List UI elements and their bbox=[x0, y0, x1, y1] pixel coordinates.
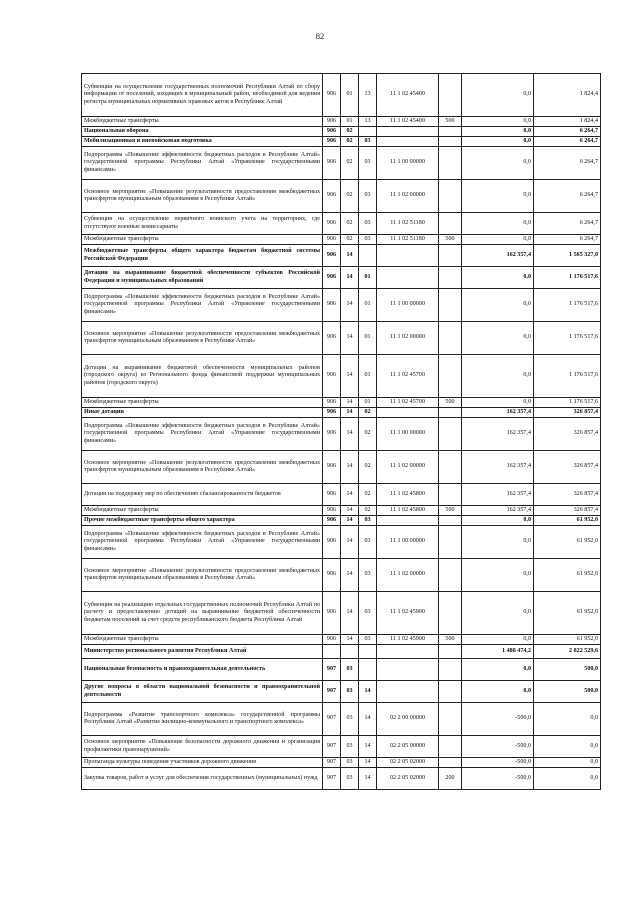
table-row bbox=[82, 180, 601, 213]
section-code: 03 bbox=[341, 736, 359, 758]
amount-total: 500,0 bbox=[534, 681, 601, 703]
ministry-code bbox=[323, 645, 341, 659]
ministry-code: 906 bbox=[323, 355, 341, 398]
ministry-code: 907 bbox=[323, 736, 341, 758]
subsection-code: 03 bbox=[359, 559, 377, 592]
target-article-code: 11 1 02 51180 bbox=[377, 213, 439, 235]
subsection-code: 02 bbox=[359, 408, 377, 418]
expense-type-code bbox=[439, 758, 462, 768]
subsection-code: 03 bbox=[359, 180, 377, 213]
row-name: Подпрограмма «Повышение эффективности бюджетных расходов в Республике Алтай» государственной программы Республики Алтай «Управление государственными финансами» bbox=[82, 147, 323, 180]
section-code: 02 bbox=[341, 180, 359, 213]
expense-type-code: 500 bbox=[439, 506, 462, 516]
expense-type-code bbox=[439, 289, 462, 322]
target-article-code: 11 1 02 45400 bbox=[377, 117, 439, 127]
row-name: Другие вопросы в области национальной безопасности и правоохранительной деятельности bbox=[82, 681, 323, 703]
amount-total: 61 952,0 bbox=[534, 526, 601, 559]
subsection-code: 03 bbox=[359, 235, 377, 245]
table-row bbox=[82, 322, 601, 355]
amount-change: 0,0 bbox=[462, 137, 534, 147]
ministry-code: 906 bbox=[323, 516, 341, 526]
ministry-code: 907 bbox=[323, 758, 341, 768]
ministry-code: 906 bbox=[323, 147, 341, 180]
target-article-code: 11 1 00 00000 bbox=[377, 418, 439, 451]
amount-change: 162 357,4 bbox=[462, 484, 534, 506]
row-name: Прочие межбюджетные трансферты общего характера bbox=[82, 516, 323, 526]
subsection-code: 03 bbox=[359, 526, 377, 559]
expense-type-code: 500 bbox=[439, 635, 462, 645]
table-row bbox=[82, 289, 601, 322]
subsection-code: 01 bbox=[359, 355, 377, 398]
amount-change: 0,0 bbox=[462, 681, 534, 703]
amount-change: 0,0 bbox=[462, 127, 534, 137]
subsection-code bbox=[359, 645, 377, 659]
ministry-code: 906 bbox=[323, 408, 341, 418]
ministry-code: 906 bbox=[323, 137, 341, 147]
target-article-code bbox=[377, 245, 439, 267]
amount-total: 1 176 517,6 bbox=[534, 289, 601, 322]
expense-type-code bbox=[439, 180, 462, 213]
table-row bbox=[82, 516, 601, 526]
amount-change: 162 357,4 bbox=[462, 408, 534, 418]
ministry-code: 906 bbox=[323, 180, 341, 213]
amount-total: 6 264,7 bbox=[534, 147, 601, 180]
subsection-code: 02 bbox=[359, 418, 377, 451]
amount-total: 326 857,4 bbox=[534, 506, 601, 516]
amount-change: -500,0 bbox=[462, 703, 534, 736]
amount-change: 0,0 bbox=[462, 559, 534, 592]
amount-total: 326 857,4 bbox=[534, 418, 601, 451]
table-row bbox=[82, 408, 601, 418]
target-article-code bbox=[377, 516, 439, 526]
subsection-code: 14 bbox=[359, 768, 377, 790]
section-code: 02 bbox=[341, 127, 359, 137]
target-article-code: 11 1 02 00000 bbox=[377, 451, 439, 484]
amount-total: 6 264,7 bbox=[534, 127, 601, 137]
row-name: Межбюджетные трансферты bbox=[82, 235, 323, 245]
table-row bbox=[82, 147, 601, 180]
ministry-code: 906 bbox=[323, 117, 341, 127]
ministry-code: 906 bbox=[323, 506, 341, 516]
amount-change: 162 357,4 bbox=[462, 451, 534, 484]
target-article-code: 11 1 00 00000 bbox=[377, 526, 439, 559]
subsection-code: 03 bbox=[359, 147, 377, 180]
ministry-code: 906 bbox=[323, 559, 341, 592]
amount-total: 1 176 517,6 bbox=[534, 322, 601, 355]
amount-total: 1 176 517,6 bbox=[534, 398, 601, 408]
target-article-code: 11 1 02 00000 bbox=[377, 559, 439, 592]
expense-type-code bbox=[439, 245, 462, 267]
target-article-code bbox=[377, 137, 439, 147]
target-article-code bbox=[377, 659, 439, 681]
amount-total: 6 264,7 bbox=[534, 213, 601, 235]
subsection-code: 14 bbox=[359, 681, 377, 703]
target-article-code: 02 2 05 02000 bbox=[377, 758, 439, 768]
expense-type-code bbox=[439, 681, 462, 703]
amount-total: 0,0 bbox=[534, 758, 601, 768]
target-article-code bbox=[377, 681, 439, 703]
amount-total: 61 952,0 bbox=[534, 635, 601, 645]
amount-change: 0,0 bbox=[462, 355, 534, 398]
amount-total: 2 822 529,6 bbox=[534, 645, 601, 659]
target-article-code: 11 1 02 45700 bbox=[377, 355, 439, 398]
table-row bbox=[82, 681, 601, 703]
row-name: Подпрограмма «Развитие транспортного комплекса» государственной программы Республики Алтай «Развитие жилищно-коммунального и транспортного комплекса» bbox=[82, 703, 323, 736]
expense-type-code bbox=[439, 592, 462, 635]
table-row bbox=[82, 645, 601, 659]
amount-change: 1 488 474,2 bbox=[462, 645, 534, 659]
ministry-code: 906 bbox=[323, 245, 341, 267]
section-code: 14 bbox=[341, 245, 359, 267]
row-name: Субвенции на реализацию отдельных государственных полномочий Республики Алтай по расчету и предоставлению дотаций на выравнивание бюджетной обеспеченности бюджетам поселений за счет средств республиканского бюджета Республики Алтай bbox=[82, 592, 323, 635]
target-article-code: 11 1 02 51180 bbox=[377, 235, 439, 245]
target-article-code: 11 1 02 45700 bbox=[377, 398, 439, 408]
table-row bbox=[82, 117, 601, 127]
amount-total: 6 264,7 bbox=[534, 235, 601, 245]
amount-change: 0,0 bbox=[462, 592, 534, 635]
amount-change: 0,0 bbox=[462, 235, 534, 245]
section-code: 02 bbox=[341, 147, 359, 180]
ministry-code: 906 bbox=[323, 418, 341, 451]
table-row bbox=[82, 355, 601, 398]
expense-type-code bbox=[439, 355, 462, 398]
section-code: 14 bbox=[341, 355, 359, 398]
section-code: 03 bbox=[341, 703, 359, 736]
subsection-code: 03 bbox=[359, 137, 377, 147]
subsection-code: 01 bbox=[359, 289, 377, 322]
amount-change: -500,0 bbox=[462, 758, 534, 768]
table-row bbox=[82, 213, 601, 235]
section-code: 14 bbox=[341, 516, 359, 526]
ministry-code: 906 bbox=[323, 213, 341, 235]
amount-total: 326 857,4 bbox=[534, 451, 601, 484]
target-article-code bbox=[377, 645, 439, 659]
row-name: Межбюджетные трансферты bbox=[82, 506, 323, 516]
table-row bbox=[82, 758, 601, 768]
subsection-code: 01 bbox=[359, 398, 377, 408]
budget-table bbox=[81, 73, 601, 790]
amount-change: 162 357,4 bbox=[462, 506, 534, 516]
table-row bbox=[82, 506, 601, 516]
amount-change: 0,0 bbox=[462, 74, 534, 117]
expense-type-code: 200 bbox=[439, 768, 462, 790]
table-row bbox=[82, 137, 601, 147]
table-row bbox=[82, 526, 601, 559]
row-name: Закупка товаров, работ и услуг для обеспечения государственных (муниципальных) нужд bbox=[82, 768, 323, 790]
subsection-code: 13 bbox=[359, 117, 377, 127]
table-row bbox=[82, 74, 601, 117]
subsection-code bbox=[359, 659, 377, 681]
section-code: 14 bbox=[341, 398, 359, 408]
row-name: Подпрограмма «Повышение эффективности бюджетных расходов в Республике Алтай» государственной программы Республики Алтай «Управление государственными финансами» bbox=[82, 418, 323, 451]
amount-change: 0,0 bbox=[462, 267, 534, 289]
expense-type-code bbox=[439, 516, 462, 526]
subsection-code: 14 bbox=[359, 703, 377, 736]
section-code: 14 bbox=[341, 322, 359, 355]
ministry-code: 907 bbox=[323, 659, 341, 681]
expense-type-code: 500 bbox=[439, 398, 462, 408]
section-code: 14 bbox=[341, 484, 359, 506]
amount-change: 0,0 bbox=[462, 398, 534, 408]
target-article-code: 11 1 00 00000 bbox=[377, 289, 439, 322]
row-name: Основное мероприятие «Повышение безопасности дорожного движения и организация профилактики правонарушений» bbox=[82, 736, 323, 758]
section-code bbox=[341, 645, 359, 659]
subsection-code: 01 bbox=[359, 267, 377, 289]
row-name: Дотации на поддержку мер по обеспечению сбалансированности бюджетов bbox=[82, 484, 323, 506]
amount-change: 0,0 bbox=[462, 635, 534, 645]
subsection-code: 01 bbox=[359, 322, 377, 355]
subsection-code: 02 bbox=[359, 451, 377, 484]
section-code: 14 bbox=[341, 506, 359, 516]
expense-type-code: 500 bbox=[439, 235, 462, 245]
subsection-code: 03 bbox=[359, 213, 377, 235]
expense-type-code bbox=[439, 645, 462, 659]
ministry-code: 906 bbox=[323, 235, 341, 245]
row-name: Основное мероприятие «Повышение результативности предоставления межбюджетных трансфертов муниципальным образованиям в Республике Алтай» bbox=[82, 180, 323, 213]
target-article-code: 11 1 02 45400 bbox=[377, 74, 439, 117]
ministry-code: 906 bbox=[323, 451, 341, 484]
amount-change: 0,0 bbox=[462, 516, 534, 526]
target-article-code bbox=[377, 267, 439, 289]
section-code: 01 bbox=[341, 117, 359, 127]
amount-change: 0,0 bbox=[462, 322, 534, 355]
amount-total: 6 264,7 bbox=[534, 137, 601, 147]
expense-type-code bbox=[439, 659, 462, 681]
expense-type-code bbox=[439, 526, 462, 559]
table-row bbox=[82, 127, 601, 137]
amount-total: 6 264,7 bbox=[534, 180, 601, 213]
row-name: Межбюджетные трансферты bbox=[82, 117, 323, 127]
target-article-code: 11 1 02 00000 bbox=[377, 180, 439, 213]
expense-type-code bbox=[439, 147, 462, 180]
row-name: Субвенции на осуществление государственных полномочий Республики Алтай по сбору информации от поселений, входящих в муниципальный район, необходимой для ведения регистра муниципальных нормативных правовых актов в Республике Алтай bbox=[82, 74, 323, 117]
section-code: 01 bbox=[341, 74, 359, 117]
table-row bbox=[82, 418, 601, 451]
ministry-code: 906 bbox=[323, 526, 341, 559]
section-code: 14 bbox=[341, 418, 359, 451]
amount-total: 1 565 327,0 bbox=[534, 245, 601, 267]
amount-change: 0,0 bbox=[462, 213, 534, 235]
target-article-code bbox=[377, 127, 439, 137]
subsection-code bbox=[359, 127, 377, 137]
expense-type-code bbox=[439, 137, 462, 147]
target-article-code: 11 1 02 45800 bbox=[377, 506, 439, 516]
expense-type-code bbox=[439, 559, 462, 592]
amount-total: 0,0 bbox=[534, 703, 601, 736]
subsection-code: 13 bbox=[359, 74, 377, 117]
amount-total: 61 952,0 bbox=[534, 559, 601, 592]
expense-type-code bbox=[439, 736, 462, 758]
row-name: Национальная оборона bbox=[82, 127, 323, 137]
ministry-code: 906 bbox=[323, 322, 341, 355]
section-code: 14 bbox=[341, 526, 359, 559]
subsection-code: 02 bbox=[359, 484, 377, 506]
subsection-code: 02 bbox=[359, 506, 377, 516]
row-name: Межбюджетные трансферты bbox=[82, 398, 323, 408]
amount-total: 61 952,0 bbox=[534, 516, 601, 526]
section-code: 14 bbox=[341, 289, 359, 322]
subsection-code: 03 bbox=[359, 635, 377, 645]
row-name: Министерство регионального развития Республики Алтай bbox=[82, 645, 323, 659]
row-name: Дотации на выравнивание бюджетной обеспеченности муниципальных районов (городского округа) из Регионального фонда финансовой поддержки муниципальных районов (городского округа) bbox=[82, 355, 323, 398]
section-code: 03 bbox=[341, 768, 359, 790]
amount-change: 0,0 bbox=[462, 180, 534, 213]
section-code: 14 bbox=[341, 408, 359, 418]
section-code: 03 bbox=[341, 681, 359, 703]
ministry-code: 906 bbox=[323, 127, 341, 137]
subsection-code: 03 bbox=[359, 516, 377, 526]
ministry-code: 906 bbox=[323, 267, 341, 289]
amount-total: 326 857,4 bbox=[534, 408, 601, 418]
expense-type-code bbox=[439, 408, 462, 418]
amount-total: 1 176 517,6 bbox=[534, 267, 601, 289]
table-row bbox=[82, 235, 601, 245]
amount-total: 61 952,0 bbox=[534, 592, 601, 635]
row-name: Подпрограмма «Повышение эффективности бюджетных расходов в Республике Алтай» государственной программы Республики Алтай «Управление государственными финансами» bbox=[82, 526, 323, 559]
section-code: 14 bbox=[341, 451, 359, 484]
expense-type-code: 500 bbox=[439, 117, 462, 127]
row-name: Межбюджетные трансферты bbox=[82, 635, 323, 645]
amount-change: 0,0 bbox=[462, 659, 534, 681]
subsection-code: 14 bbox=[359, 736, 377, 758]
target-article-code: 02 2 05 02000 bbox=[377, 768, 439, 790]
table-body bbox=[82, 74, 601, 790]
target-article-code: 02 2 00 00000 bbox=[377, 703, 439, 736]
section-code: 03 bbox=[341, 659, 359, 681]
expense-type-code bbox=[439, 127, 462, 137]
ministry-code: 906 bbox=[323, 398, 341, 408]
row-name: Основное мероприятие «Повышение результативности предоставления межбюджетных трансфертов муниципальным образованиям в Республике Алтай» bbox=[82, 559, 323, 592]
amount-total: 500,0 bbox=[534, 659, 601, 681]
amount-change: 0,0 bbox=[462, 289, 534, 322]
section-code: 02 bbox=[341, 213, 359, 235]
section-code: 14 bbox=[341, 635, 359, 645]
target-article-code: 11 1 02 45800 bbox=[377, 484, 439, 506]
table-row bbox=[82, 267, 601, 289]
subsection-code: 14 bbox=[359, 758, 377, 768]
table-row bbox=[82, 659, 601, 681]
section-code: 14 bbox=[341, 559, 359, 592]
row-name: Иные дотации bbox=[82, 408, 323, 418]
table-row bbox=[82, 559, 601, 592]
table-row bbox=[82, 398, 601, 408]
amount-total: 0,0 bbox=[534, 768, 601, 790]
expense-type-code bbox=[439, 322, 462, 355]
row-name: Подпрограмма «Повышение эффективности бюджетных расходов в Республике Алтай» государственной программы Республики Алтай «Управление государственными финансами» bbox=[82, 289, 323, 322]
subsection-code: 03 bbox=[359, 592, 377, 635]
expense-type-code bbox=[439, 451, 462, 484]
row-name: Пропаганда культуры поведения участников дорожного движения bbox=[82, 758, 323, 768]
expense-type-code bbox=[439, 74, 462, 117]
row-name: Национальная безопасность и правоохранительная деятельность bbox=[82, 659, 323, 681]
table-row bbox=[82, 245, 601, 267]
ministry-code: 906 bbox=[323, 484, 341, 506]
expense-type-code bbox=[439, 418, 462, 451]
amount-total: 0,0 bbox=[534, 736, 601, 758]
amount-change: 0,0 bbox=[462, 147, 534, 180]
expense-type-code bbox=[439, 484, 462, 506]
ministry-code: 906 bbox=[323, 289, 341, 322]
section-code: 02 bbox=[341, 235, 359, 245]
amount-total: 1 824,4 bbox=[534, 74, 601, 117]
section-code: 03 bbox=[341, 758, 359, 768]
table-row bbox=[82, 703, 601, 736]
target-article-code bbox=[377, 408, 439, 418]
target-article-code: 11 1 00 00000 bbox=[377, 147, 439, 180]
table-row bbox=[82, 736, 601, 758]
row-name: Межбюджетные трансферты общего характера бюджетам бюджетной системы Российской Федерации bbox=[82, 245, 323, 267]
amount-change: 162 357,4 bbox=[462, 418, 534, 451]
target-article-code: 02 2 05 00000 bbox=[377, 736, 439, 758]
expense-type-code bbox=[439, 703, 462, 736]
target-article-code: 11 1 02 45900 bbox=[377, 635, 439, 645]
amount-total: 1 176 517,6 bbox=[534, 355, 601, 398]
table-row bbox=[82, 592, 601, 635]
amount-total: 326 857,4 bbox=[534, 484, 601, 506]
subsection-code bbox=[359, 245, 377, 267]
amount-change: 0,0 bbox=[462, 526, 534, 559]
amount-change: 0,0 bbox=[462, 117, 534, 127]
ministry-code: 906 bbox=[323, 74, 341, 117]
section-code: 02 bbox=[341, 137, 359, 147]
section-code: 14 bbox=[341, 592, 359, 635]
target-article-code: 11 1 02 00000 bbox=[377, 322, 439, 355]
table-row bbox=[82, 635, 601, 645]
section-code: 14 bbox=[341, 267, 359, 289]
row-name: Дотации на выравнивание бюджетной обеспеченности субъектов Российской Федерации и муниципальных образований bbox=[82, 267, 323, 289]
page-number: 82 bbox=[315, 31, 325, 41]
ministry-code: 907 bbox=[323, 703, 341, 736]
row-name: Основное мероприятие «Повышение результативности предоставления межбюджетных трансфертов муниципальным образованиям в Республике Алтай» bbox=[82, 322, 323, 355]
amount-change: -500,0 bbox=[462, 736, 534, 758]
ministry-code: 906 bbox=[323, 592, 341, 635]
row-name: Основное мероприятие «Повышение результативности предоставления межбюджетных трансфертов муниципальным образованиям в Республике Алтай» bbox=[82, 451, 323, 484]
row-name: Мобилизационная и вневойсковая подготовка bbox=[82, 137, 323, 147]
expense-type-code bbox=[439, 213, 462, 235]
amount-change: -500,0 bbox=[462, 768, 534, 790]
amount-total: 1 824,4 bbox=[534, 117, 601, 127]
table-row bbox=[82, 451, 601, 484]
table-row bbox=[82, 768, 601, 790]
expense-type-code bbox=[439, 267, 462, 289]
amount-change: 162 357,4 bbox=[462, 245, 534, 267]
ministry-code: 907 bbox=[323, 681, 341, 703]
ministry-code: 906 bbox=[323, 635, 341, 645]
ministry-code: 907 bbox=[323, 768, 341, 790]
table-row bbox=[82, 484, 601, 506]
row-name: Субвенции на осуществление первичного воинского учета на территориях, где отсутствуют военные комиссариаты bbox=[82, 213, 323, 235]
target-article-code: 11 1 02 45900 bbox=[377, 592, 439, 635]
